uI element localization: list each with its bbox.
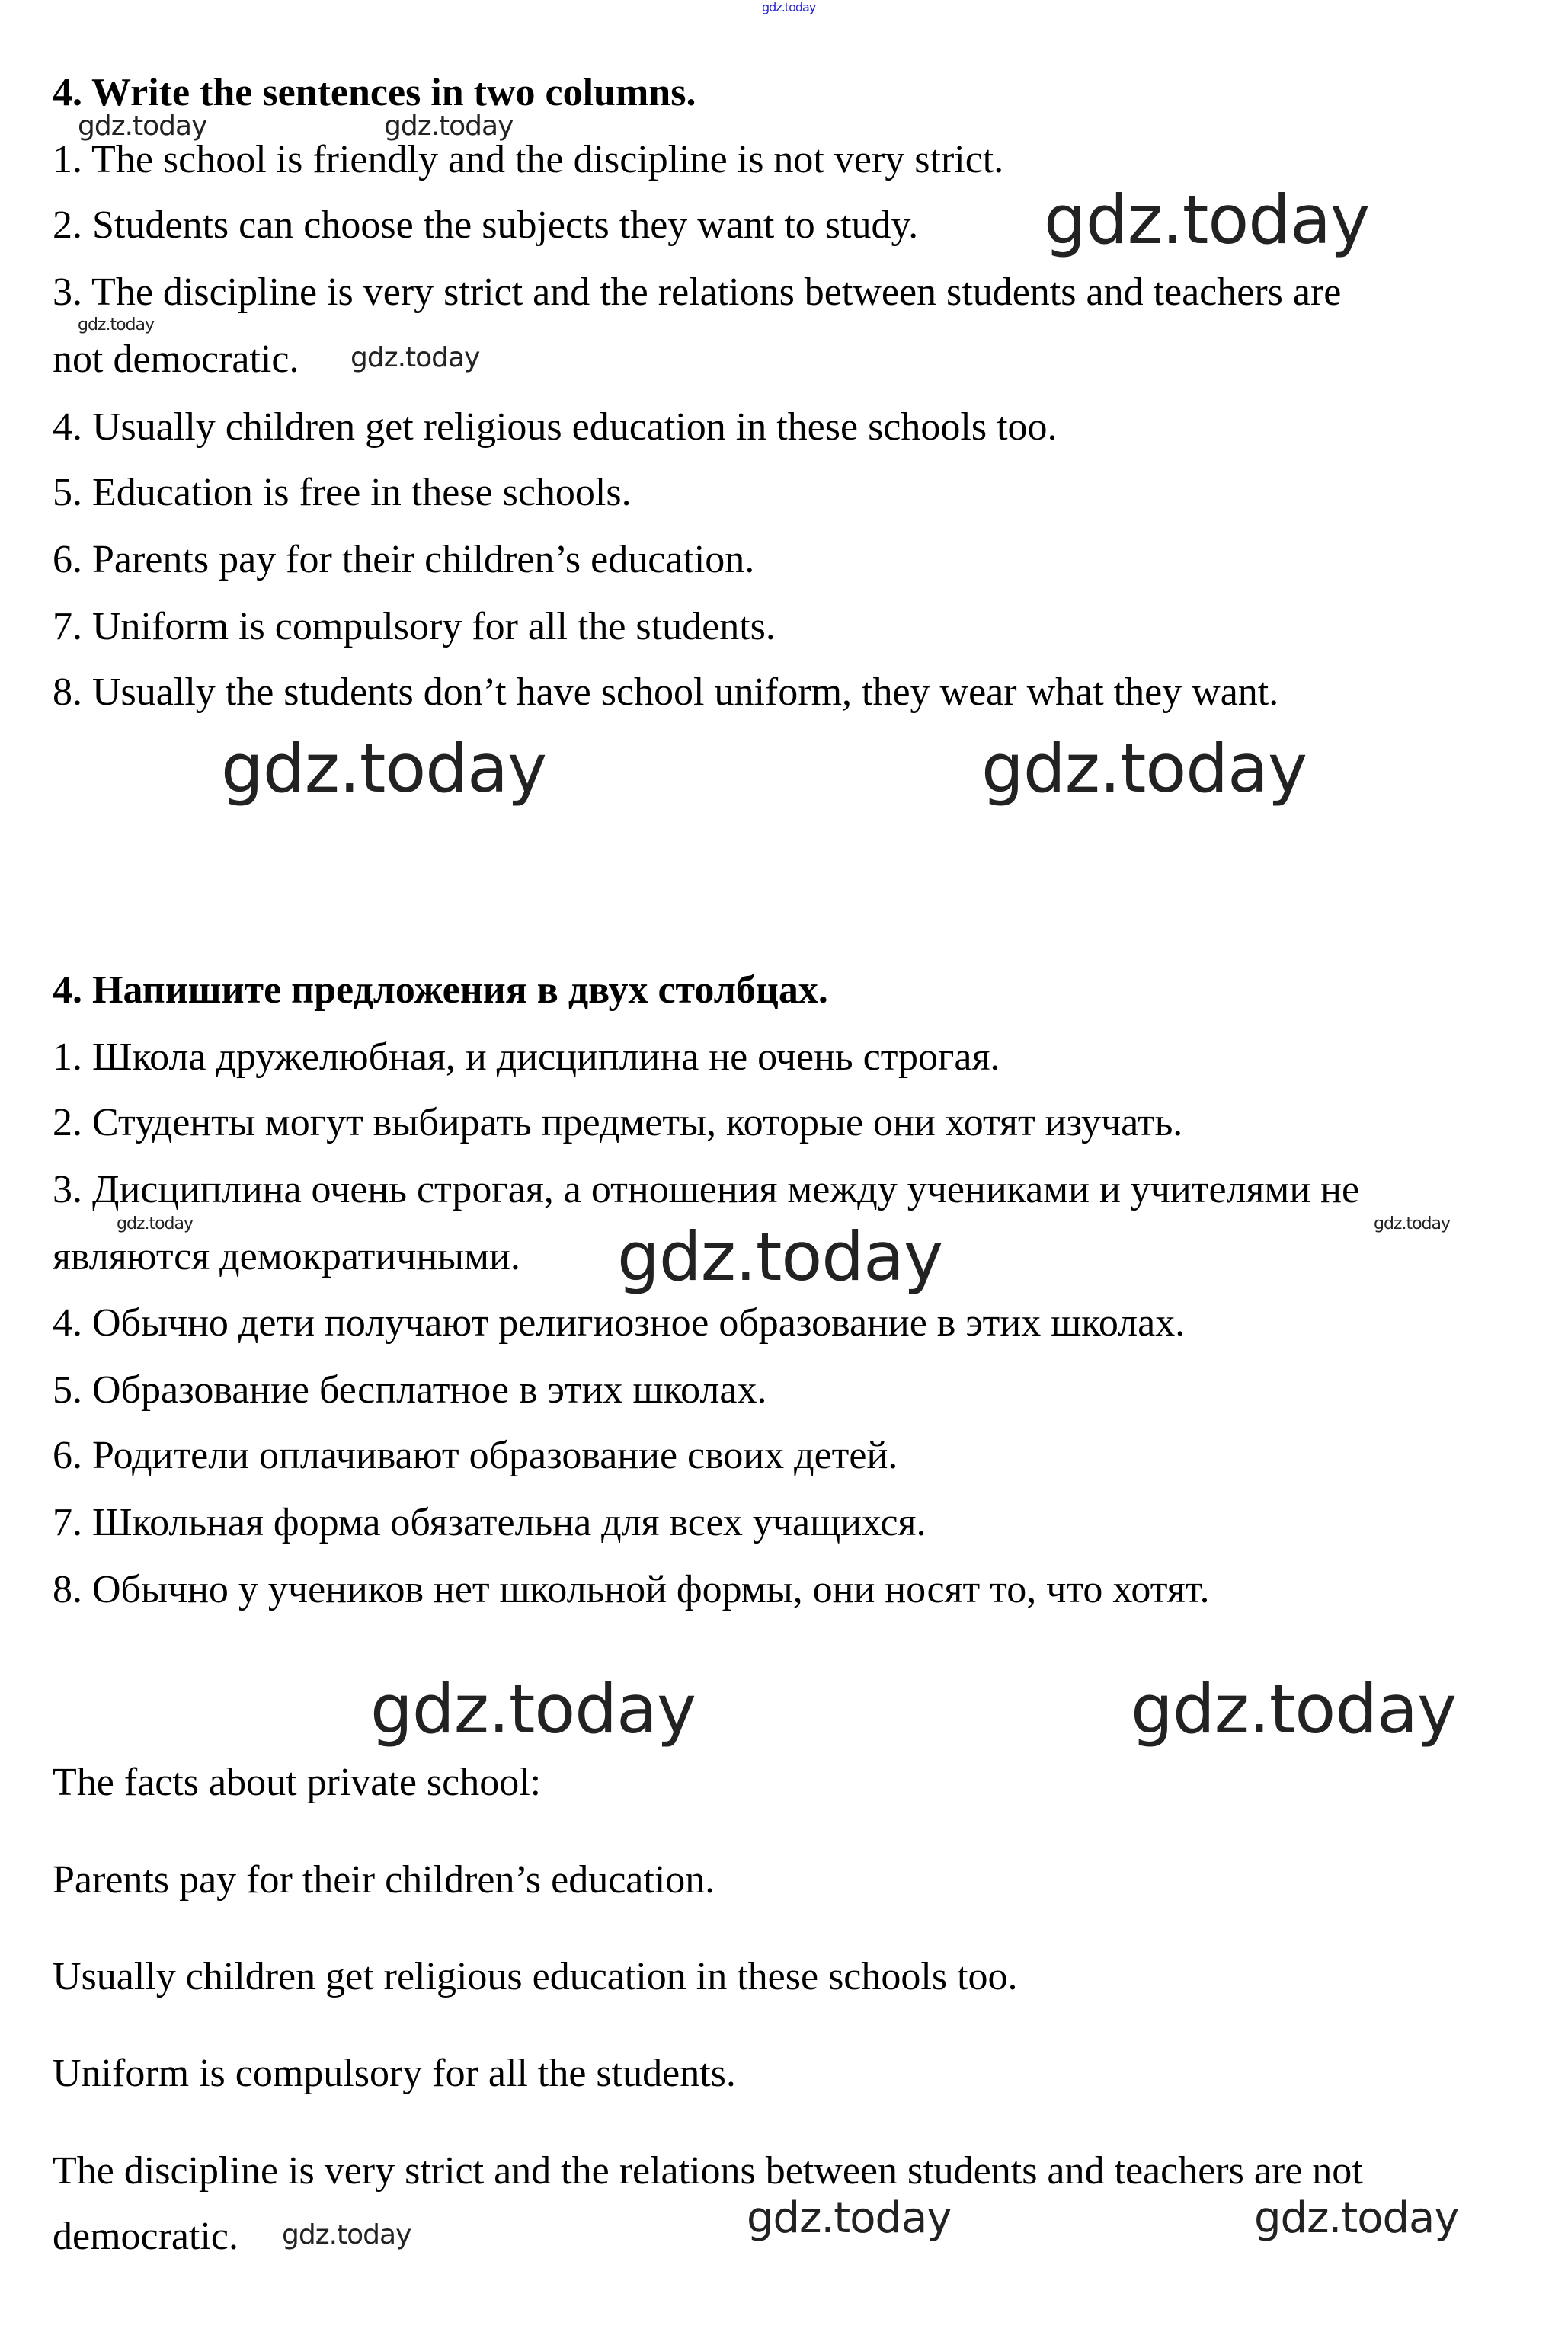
watermark: gdz.today <box>747 2193 952 2243</box>
answer-fact-2: Usually children get religious education in these schools too. <box>53 1955 1018 1998</box>
answer-fact-3: Uniform is compulsory for all the students. <box>53 2052 736 2095</box>
sentence-ru-6: 6. Родители оплачивают образование своих детей. <box>53 1434 898 1477</box>
watermark: gdz.today <box>1044 181 1370 259</box>
watermark: gdz.today <box>78 110 207 142</box>
watermark: gdz.today <box>370 1670 696 1748</box>
watermark: gdz.today <box>350 342 480 373</box>
sentence-ru-2: 2. Студенты могут выбирать предметы, которые они хотят изучать. <box>53 1101 1183 1144</box>
sentence-ru-1: 1. Школа дружелюбная, и дисциплина не очень строгая. <box>53 1035 1000 1079</box>
watermark: gdz.today <box>981 729 1307 808</box>
sentence-en-5: 5. Education is free in these schools. <box>53 471 632 514</box>
sentence-ru-3-cont: являются демократичными. <box>53 1235 520 1278</box>
answer-fact-4: The discipline is very strict and the relations between students and teachers are not <box>53 2149 1363 2193</box>
sentence-en-1: 1. The school is friendly and the discipline is not very strict. <box>53 138 1004 181</box>
sentence-en-4: 4. Usually children get religious education in these schools too. <box>53 405 1058 449</box>
watermark: gdz.today <box>762 0 816 14</box>
watermark: gdz.today <box>1131 1670 1457 1748</box>
watermark: gdz.today <box>617 1217 943 1296</box>
watermark: gdz.today <box>221 729 547 808</box>
sentence-en-3: 3. The discipline is very strict and the relations between students and teachers are <box>53 270 1342 314</box>
sentence-ru-7: 7. Школьная форма обязательна для всех учащихся. <box>53 1501 926 1544</box>
sentence-ru-4: 4. Обычно дети получают религиозное образование в этих школах. <box>53 1301 1186 1345</box>
answer-fact-1: Parents pay for their children’s education. <box>53 1858 715 1902</box>
answer-fact-4-cont: democratic. <box>53 2215 238 2258</box>
sentence-en-8: 8. Usually the students don’t have school uniform, they wear what they want. <box>53 670 1279 714</box>
watermark: gdz.today <box>282 2219 411 2251</box>
watermark: gdz.today <box>1254 2193 1459 2243</box>
exercise-title-en: 4. Write the sentences in two columns. <box>53 71 696 114</box>
answer-heading: The facts about private school: <box>53 1761 542 1804</box>
watermark: gdz.today <box>117 1214 194 1233</box>
sentence-en-7: 7. Uniform is compulsory for all the students. <box>53 605 776 648</box>
watermark: gdz.today <box>1374 1214 1451 1233</box>
sentence-ru-3: 3. Дисциплина очень строгая, а отношения между учениками и учителями не <box>53 1168 1360 1211</box>
sentence-ru-8: 8. Обычно у учеников нет школьной формы, они носят то, что хотят. <box>53 1568 1210 1611</box>
exercise-title-ru: 4. Напишите предложения в двух столбцах. <box>53 968 828 1012</box>
sentence-en-2: 2. Students can choose the subjects they want to study. <box>53 203 919 247</box>
watermark: gdz.today <box>384 110 514 142</box>
sentence-en-3-cont: not democratic. <box>53 338 299 381</box>
sentence-en-6: 6. Parents pay for their children’s education. <box>53 538 755 581</box>
sentence-ru-5: 5. Образование бесплатное в этих школах. <box>53 1368 767 1412</box>
watermark: gdz.today <box>78 315 155 334</box>
